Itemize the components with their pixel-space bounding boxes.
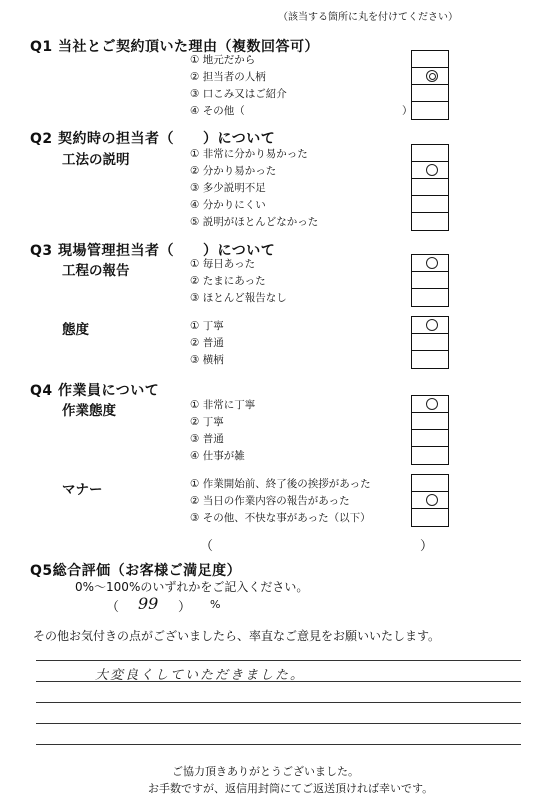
answer-cell[interactable]: [412, 430, 448, 447]
comment-line: [36, 744, 521, 745]
answer-cell[interactable]: [412, 413, 448, 430]
answer-cell[interactable]: [412, 255, 448, 272]
q4-attitude-option: ① 非常に丁寧: [190, 399, 256, 411]
q2-subtitle: 工法の説明: [62, 152, 130, 168]
q4-open-paren: （: [200, 539, 214, 554]
circle-mark: [426, 494, 438, 506]
q3-report-option: ① 毎日あった: [190, 258, 256, 270]
circle-mark: [426, 398, 438, 410]
answer-cell[interactable]: [412, 179, 448, 196]
q4-manner-option: ② 当日の作業内容の報告があった: [190, 495, 350, 507]
instruction-note: （該当する箇所に丸を付けてください）: [278, 12, 458, 23]
circle-mark: [426, 319, 438, 331]
q1-answer-box: [411, 50, 449, 120]
q1-option: ② 担当者の人柄: [190, 71, 266, 83]
answer-cell[interactable]: [412, 492, 448, 509]
q3-attitude-label: 態度: [62, 322, 89, 338]
q2-answer-box: [411, 144, 449, 231]
q3-report-answer-box: [411, 254, 449, 307]
q2-option: ③ 多少説明不足: [190, 182, 266, 194]
q2-options: [190, 146, 318, 231]
answer-cell[interactable]: [412, 102, 448, 119]
answer-cell[interactable]: [412, 145, 448, 162]
q3-attitude-option: ② 普通: [190, 337, 224, 349]
answer-cell[interactable]: [412, 51, 448, 68]
q1-option: ④ その他（: [190, 105, 245, 117]
footer-thanks: ご協力頂きありがとうございました。: [172, 765, 359, 778]
q4-manner-option: ① 作業開始前、終了後の挨拶があった: [190, 478, 371, 490]
q4-title: Q4 作業員について: [30, 383, 160, 399]
q3-attitude-options: [190, 318, 224, 369]
q3-report-options: [190, 256, 287, 307]
comments-prompt: その他お気付きの点がございましたら、率直なご意見をお願いいたします。: [33, 629, 441, 643]
q1-option: ① 地元だから: [190, 54, 256, 66]
q4-attitude-label: 作業態度: [62, 403, 116, 419]
comment-line: [36, 723, 521, 724]
q4-manner-label: マナー: [62, 482, 103, 498]
circle-mark: [426, 257, 438, 269]
answer-cell[interactable]: [412, 396, 448, 413]
q5-title: Q5総合評価（お客様ご満足度）: [30, 563, 242, 579]
circle-mark: [426, 70, 438, 82]
q2-title: Q2 契約時の担当者（ ）について: [30, 131, 276, 147]
q4-attitude-option: ③ 普通: [190, 433, 224, 445]
answer-cell[interactable]: [412, 68, 448, 85]
q4-manner-answer-box: [411, 474, 449, 527]
answer-cell[interactable]: [412, 475, 448, 492]
q5-close-paren: ）: [178, 600, 192, 615]
q5-score-value[interactable]: 99: [138, 594, 159, 613]
q4-manner-options: [190, 476, 371, 527]
answer-cell[interactable]: [412, 272, 448, 289]
answer-cell[interactable]: [412, 334, 448, 351]
q2-option: ④ 分かりにくい: [190, 199, 266, 211]
q5-percent-unit: %: [210, 598, 221, 611]
footer-return-request: お手数ですが、返信用封筒にてご返送頂ければ幸いです。: [148, 782, 434, 795]
q3-attitude-option: ③ 横柄: [190, 354, 224, 366]
comment-line: [36, 702, 521, 703]
q1-close-paren: ）: [402, 105, 413, 117]
q5-open-paren: （: [106, 600, 120, 615]
answer-cell[interactable]: [412, 509, 448, 526]
circle-mark: [426, 164, 438, 176]
answer-cell[interactable]: [412, 85, 448, 102]
q3-attitude-answer-box: [411, 316, 449, 369]
q2-option: ⑤ 説明がほとんどなかった: [190, 216, 319, 228]
q5-instruction: 0%～100%のいずれかをご記入ください。: [75, 580, 309, 594]
q4-manner-option: ③ その他、不快な事があった（以下）: [190, 512, 371, 524]
answer-cell[interactable]: [412, 162, 448, 179]
answer-cell[interactable]: [412, 447, 448, 464]
answer-cell[interactable]: [412, 351, 448, 368]
q2-option: ② 分かり易かった: [190, 165, 277, 177]
q1-options: [190, 52, 287, 120]
answer-cell[interactable]: [412, 317, 448, 334]
q3-report-option: ② たまにあった: [190, 275, 266, 287]
q4-attitude-options: [190, 397, 255, 465]
q4-close-paren: ）: [420, 539, 434, 554]
q1-option: ③ 口こみ又はご紹介: [190, 88, 287, 100]
q4-attitude-option: ④ 仕事が雑: [190, 450, 245, 462]
q4-attitude-answer-box: [411, 395, 449, 465]
q3-report-label: 工程の報告: [62, 263, 130, 279]
q2-option: ① 非常に分かり易かった: [190, 148, 308, 160]
q3-title: Q3 現場管理担当者（ ）について: [30, 243, 276, 259]
answer-cell[interactable]: [412, 289, 448, 306]
q3-report-option: ③ ほとんど報告なし: [190, 292, 287, 304]
comment-handwritten[interactable]: 大変良くしていただきました。: [95, 668, 306, 683]
comment-line: [36, 681, 521, 682]
q1-title: Q1 当社とご契約頂いた理由（複数回答可）: [30, 39, 320, 55]
answer-cell[interactable]: [412, 196, 448, 213]
q4-attitude-option: ② 丁寧: [190, 416, 224, 428]
comment-line: [36, 660, 521, 661]
q3-attitude-option: ① 丁寧: [190, 320, 224, 332]
answer-cell[interactable]: [412, 213, 448, 230]
